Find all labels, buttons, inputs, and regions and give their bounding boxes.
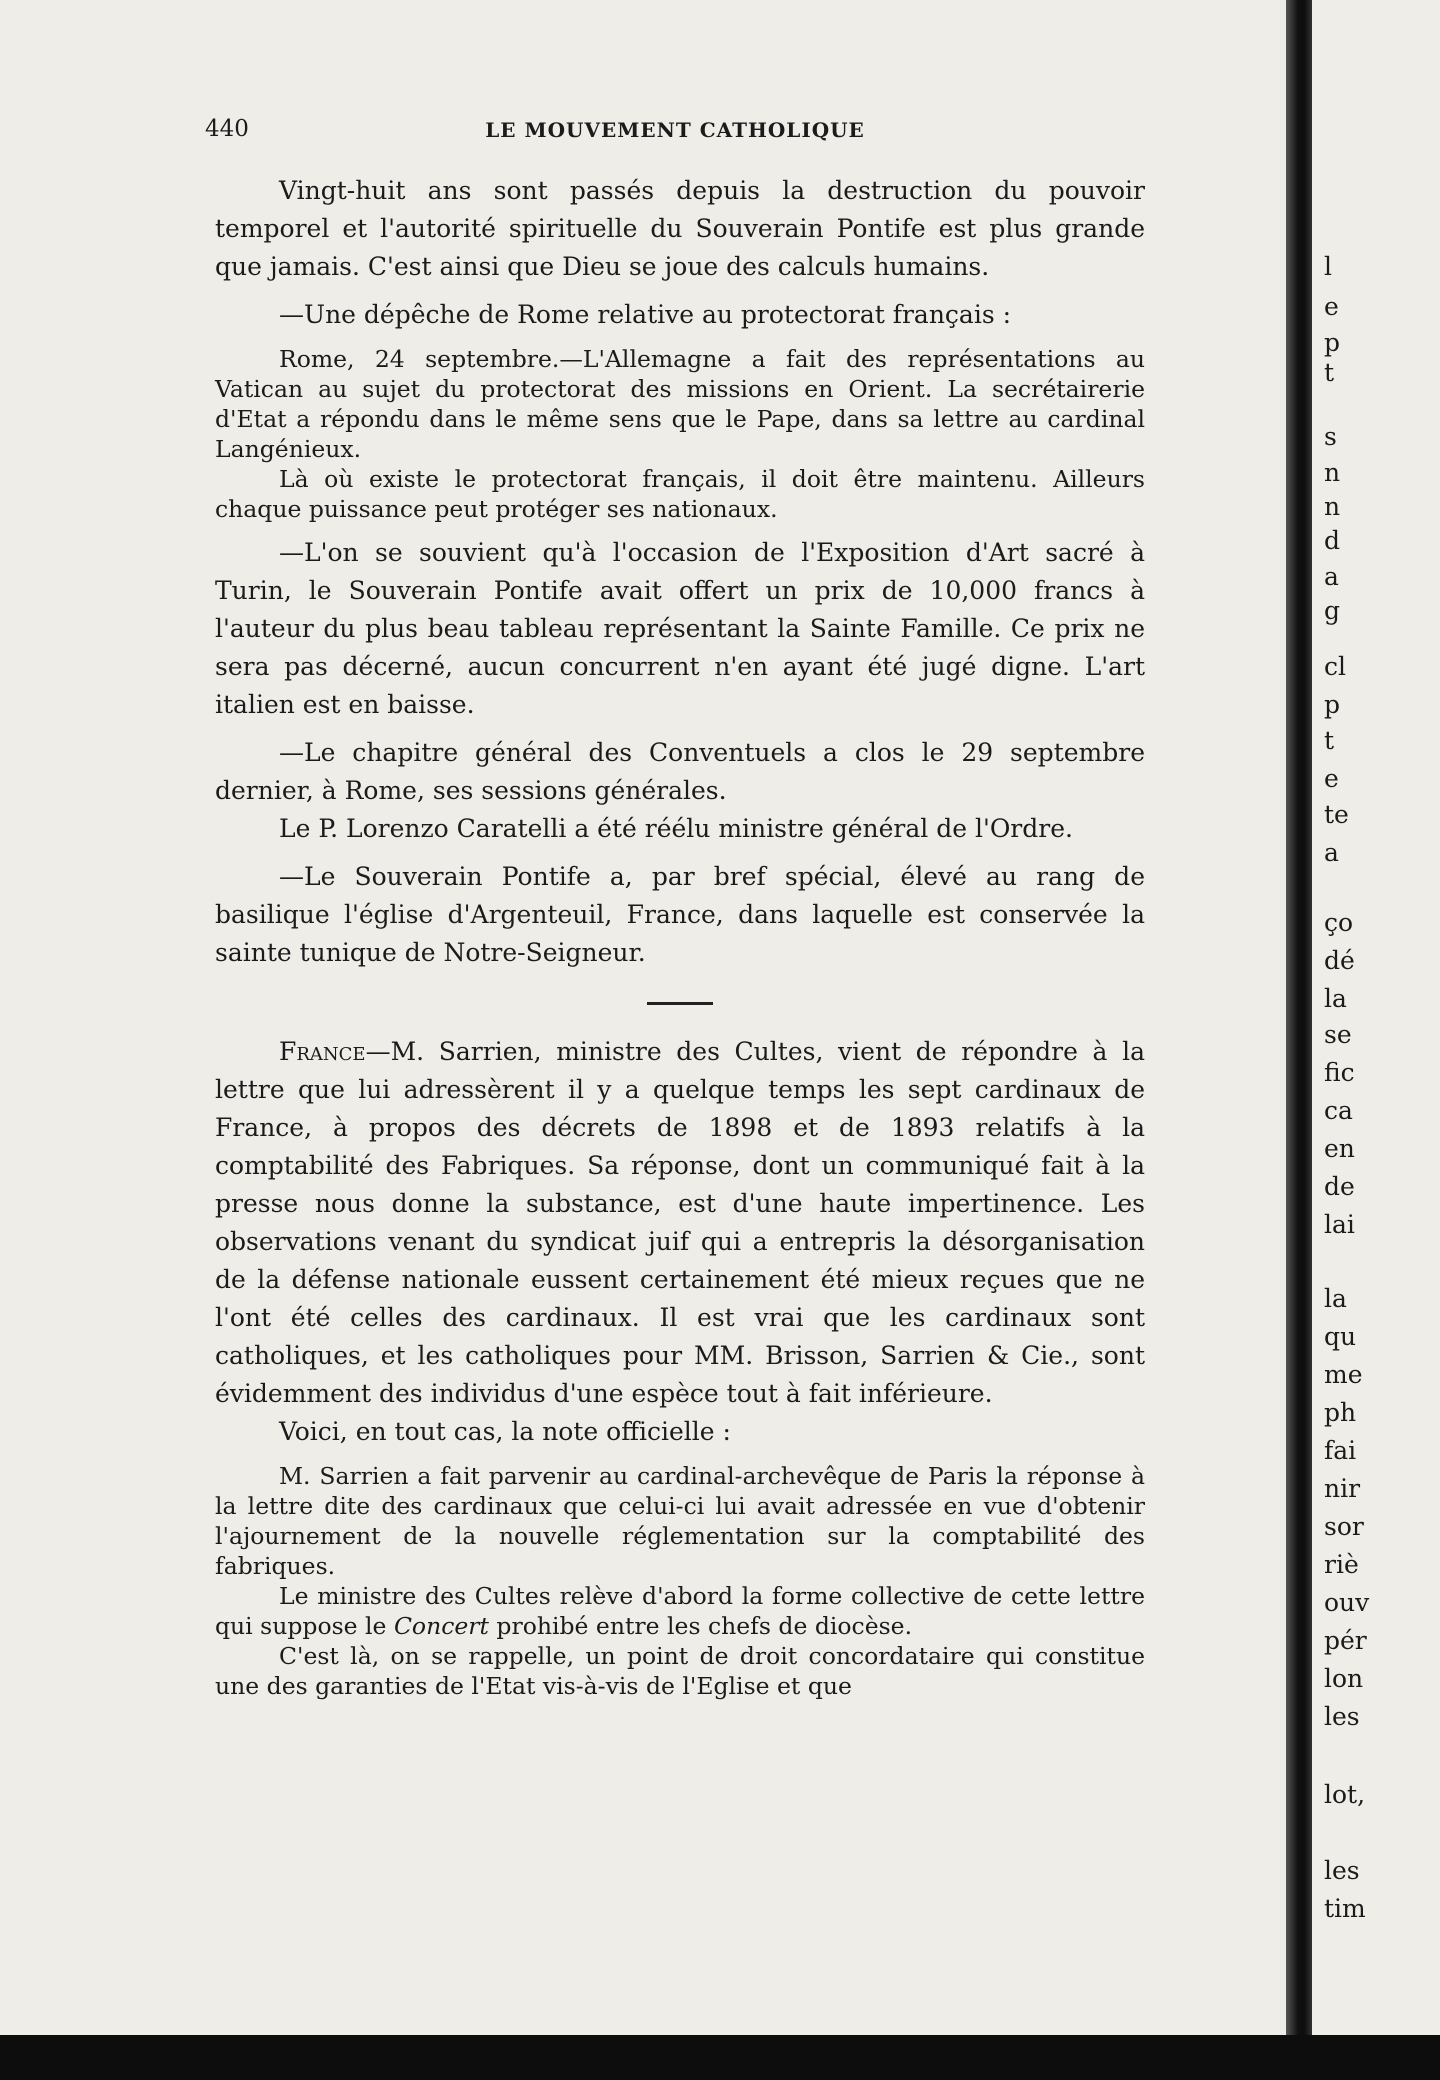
- section-separator: [647, 1002, 713, 1005]
- right-page-text-fragment: de: [1324, 1172, 1355, 1201]
- page-number: 440: [205, 116, 249, 142]
- right-page-text-fragment: fai: [1324, 1436, 1357, 1465]
- right-page-text-fragment: p: [1324, 328, 1341, 357]
- quoted-text: prohibé entre les chefs de diocèse.: [488, 1612, 913, 1640]
- right-page-text-fragment: cl: [1324, 652, 1346, 681]
- right-page-edge: [1312, 0, 1440, 2035]
- right-page-text-fragment: te: [1324, 800, 1349, 829]
- running-title: LE MOUVEMENT CATHOLIQUE: [485, 118, 865, 142]
- right-page-text-fragment: ço: [1324, 908, 1354, 937]
- right-page-text-fragment: les: [1324, 1856, 1360, 1885]
- paragraph: Voici, en tout cas, la note officielle :: [279, 1417, 731, 1446]
- right-page-text-fragment: fic: [1324, 1058, 1355, 1087]
- quoted-note: M. Sarrien a fait parvenir au cardinal-archevêque de Paris la réponse à la lettre dite des cardinaux que celui-ci lui avait adressée en vue d'obtenir l'ajournement de la nouvelle réglementation sur la comptabilité des fabriques.: [215, 1462, 1145, 1580]
- right-page-text-fragment: g: [1324, 596, 1341, 625]
- right-page-text-fragment: a: [1324, 562, 1339, 591]
- right-page-text-fragment: tim: [1324, 1894, 1366, 1923]
- italic-term: Concert: [393, 1612, 489, 1640]
- right-page-text-fragment: en: [1324, 1134, 1355, 1163]
- right-page-text-fragment: pér: [1324, 1626, 1367, 1655]
- right-page-text-fragment: qu: [1324, 1322, 1357, 1351]
- paragraph-text: —M. Sarrien, ministre des Cultes, vient de répondre à la lettre que lui adressèrent il y a quelque temps les sept cardinaux de France, à propos des décrets de 1898 et de 1893 relatifs à la comptabilité des Fabriques. Sa réponse, dont un communiqué fait à la presse nous donne la substance, est d'une haute impertinence. Les observations venant du syndicat juif qui a entrepris la désorganisation de la défense nationale eussent certainement été mieux reçues que ne l'ont été celles des cardinaux. Il est vrai que les cardinaux sont catholiques, et les catholiques pour MM. Brisson, Sarrien & Cie., sont évidemment des individus d'une espèce tout à fait inférieure.: [215, 1037, 1145, 1408]
- paragraph: —L'on se souvient qu'à l'occasion de l'Exposition d'Art sacré à Turin, le Souverain Pontife avait offert un prix de 10,000 francs à l'auteur du plus beau tableau représentant la Sainte Famille. Ce prix ne sera pas décerné, aucun concurrent n'en ayant été jugé digne. L'art italien est en baisse.: [215, 538, 1145, 719]
- paragraph: Vingt-huit ans sont passés depuis la destruction du pouvoir temporel et l'autorité spirituelle du Souverain Pontife est plus grande que jamais. C'est ainsi que Dieu se joue des calculs humains.: [215, 176, 1145, 281]
- right-page-text-fragment: lot,: [1324, 1780, 1366, 1809]
- quoted-text: Le ministre des Cultes relève d'abord la forme collective de cette lettre qui suppose le: [215, 1582, 1145, 1640]
- page-header: [205, 116, 1145, 156]
- right-page-text-fragment: riè: [1324, 1550, 1359, 1579]
- right-page-text-fragment: sor: [1324, 1512, 1364, 1541]
- right-page-text-fragment: dé: [1324, 946, 1355, 975]
- scan-bottom-edge: [0, 2035, 1440, 2080]
- quoted-note: [215, 1581, 1145, 1641]
- right-page-text-fragment: e: [1324, 292, 1339, 321]
- right-page-text-fragment: ca: [1324, 1096, 1353, 1125]
- right-page-text-fragment: lon: [1324, 1664, 1364, 1693]
- right-page-text-fragment: nir: [1324, 1474, 1361, 1503]
- right-page-text-fragment: la: [1324, 1284, 1347, 1313]
- right-page-text-fragment: n: [1324, 492, 1341, 521]
- right-page-text-fragment: d: [1324, 526, 1341, 555]
- quoted-note: C'est là, on se rappelle, un point de droit concordataire qui constitue une des garanties de l'Etat vis-à-vis de l'Eglise et que: [215, 1642, 1145, 1700]
- right-page-text-fragment: t: [1324, 358, 1335, 387]
- section-label-france: France: [279, 1037, 366, 1066]
- right-page-text-fragment: t: [1324, 726, 1335, 755]
- right-page-text-fragment: s: [1324, 422, 1337, 451]
- quoted-dispatch: Là où existe le protectorat français, il doit être maintenu. Ailleurs chaque puissance peut protéger ses nationaux.: [215, 465, 1145, 523]
- right-page-text-fragment: p: [1324, 690, 1341, 719]
- right-page-text-fragment: ouv: [1324, 1588, 1370, 1617]
- paragraph: —Le chapitre général des Conventuels a clos le 29 septembre dernier, à Rome, ses sessions générales.: [215, 738, 1145, 805]
- right-page-text-fragment: lai: [1324, 1210, 1355, 1239]
- right-page-text-fragment: a: [1324, 838, 1339, 867]
- right-page-text-fragment: se: [1324, 1020, 1352, 1049]
- right-page-text-fragment: l: [1324, 252, 1332, 281]
- right-page-text-fragment: e: [1324, 764, 1339, 793]
- right-page-text-fragment: les: [1324, 1702, 1360, 1731]
- quoted-dispatch: Rome, 24 septembre.—L'Allemagne a fait des représentations au Vatican au sujet du protectorat des missions en Orient. La secrétairerie d'Etat a répondu dans le même sens que le Pape, dans sa lettre au cardinal Langénieux.: [215, 345, 1145, 463]
- right-page-text-fragment: me: [1324, 1360, 1363, 1389]
- right-page-text-fragment: n: [1324, 458, 1341, 487]
- paragraph: —Le Souverain Pontife a, par bref spécial, élevé au rang de basilique l'église d'Argenteuil, France, dans laquelle est conservée la sainte tunique de Notre-Seigneur.: [215, 862, 1145, 967]
- paragraph: Le P. Lorenzo Caratelli a été réélu ministre général de l'Ordre.: [279, 814, 1073, 843]
- paragraph-france: [215, 1033, 1145, 1413]
- right-page-text-fragment: ph: [1324, 1398, 1357, 1427]
- paragraph: —Une dépêche de Rome relative au protectorat français :: [279, 300, 1012, 329]
- page-body: [215, 172, 1145, 1701]
- right-page-text-fragment: la: [1324, 984, 1347, 1013]
